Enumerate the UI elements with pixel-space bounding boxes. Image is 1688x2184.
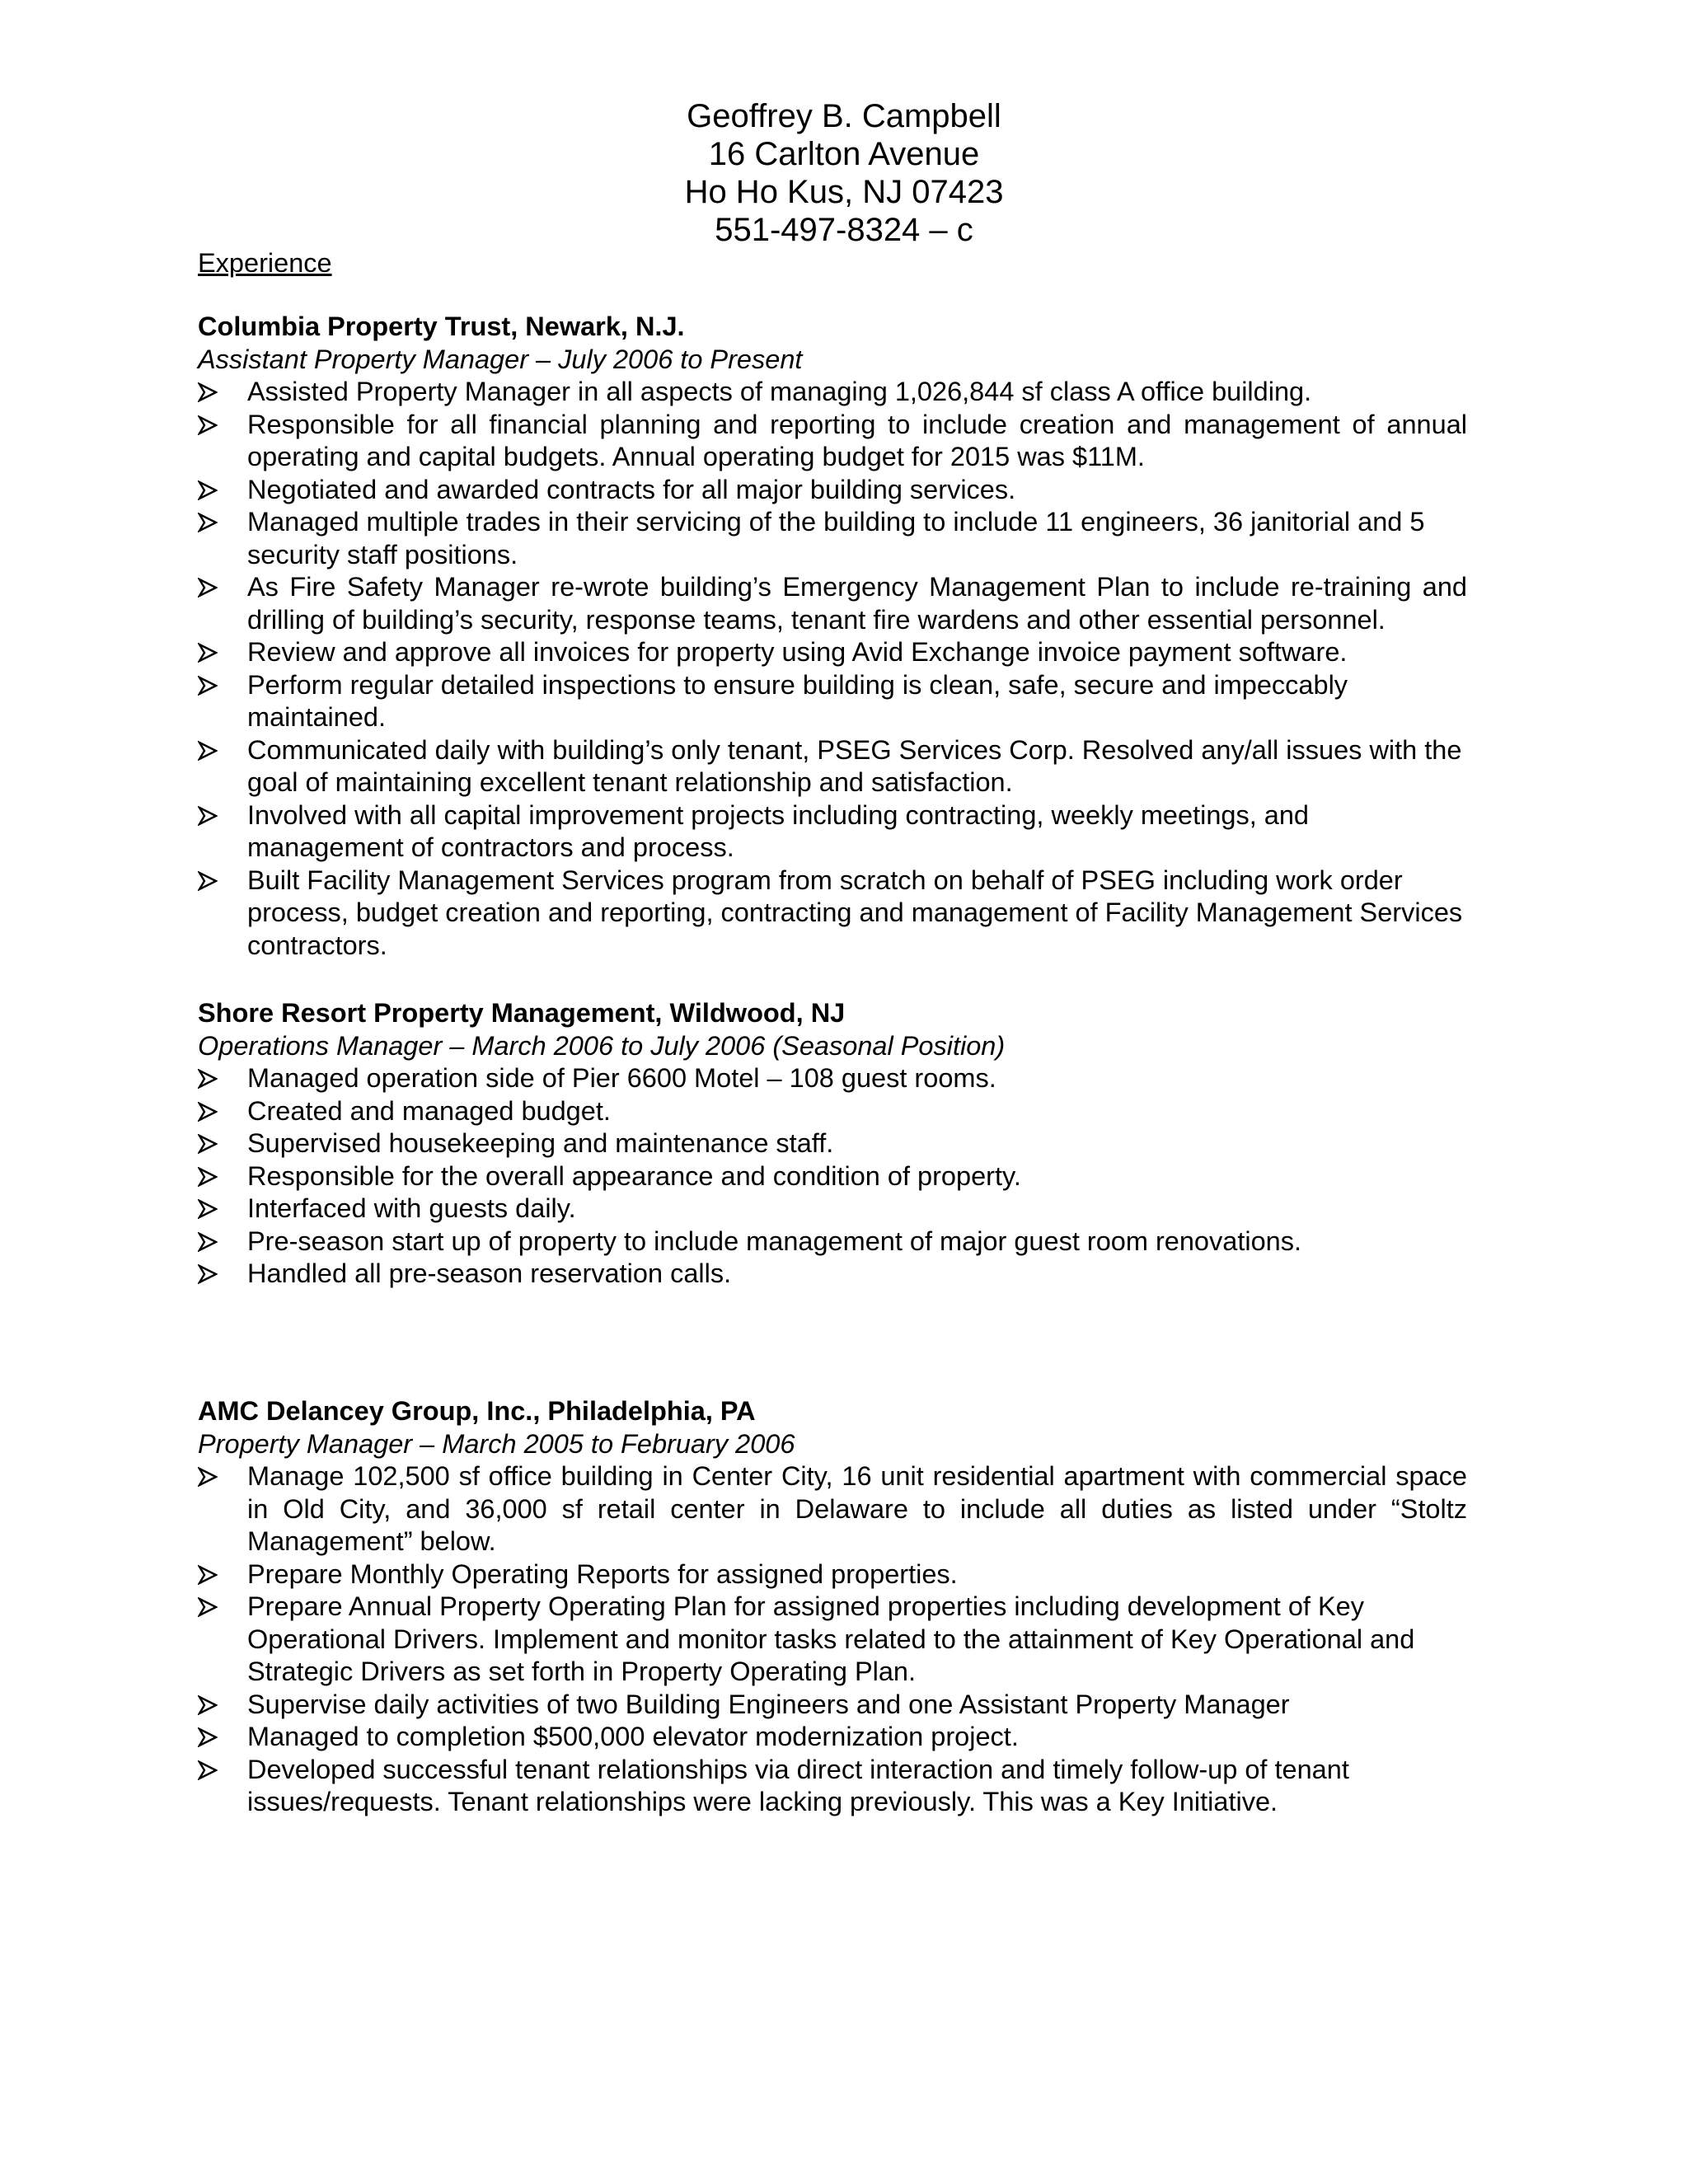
resume-body <box>198 247 1467 1816</box>
arrowhead-bullet-icon <box>198 1597 218 1617</box>
bullet-text: Developed successful tenant relationships via direct interaction and timely follow-up of tenant issues/requests. Tenant relationships were lacking previously. This was a Key Initiative. <box>247 1754 1349 1816</box>
bullet-text: Supervised housekeeping and maintenance staff. <box>247 1128 834 1158</box>
list-item <box>198 409 1467 474</box>
list-item <box>198 571 1467 636</box>
arrowhead-bullet-icon <box>198 676 218 696</box>
list-item <box>198 1127 1467 1160</box>
list-item <box>198 799 1467 865</box>
job-role: Assistant Property Manager – July 2006 to Present <box>198 344 803 374</box>
arrowhead-bullet-icon <box>198 806 218 826</box>
phone-number: 551-497-8324 – c <box>715 212 973 248</box>
list-item <box>198 1160 1467 1193</box>
list-item <box>198 669 1467 734</box>
bullet-text: Perform regular detailed inspections to ensure building is clean, safe, secure and impeccably maintained. <box>247 669 1348 732</box>
bullet-text: Handled all pre-season reservation calls. <box>247 1258 732 1288</box>
bullet-text: Negotiated and awarded contracts for all major building services. <box>247 474 1016 504</box>
job-entry-amc-delancey <box>198 1395 1467 1819</box>
list-item <box>198 1095 1467 1128</box>
bullet-text: Review and approve all invoices for property using Avid Exchange invoice payment software. <box>247 637 1348 667</box>
list-item <box>198 376 1467 409</box>
arrowhead-bullet-icon <box>198 871 218 891</box>
bullet-text: Manage 102,500 sf office building in Center City, 16 unit residential apartment with commercial space in Old City, and 36,000 sf retail center in Delaware to include all duties as listed under “Stoltz Management” below. <box>247 1461 1467 1556</box>
bullet-text: Interfaced with guests daily. <box>247 1193 576 1223</box>
bullet-text: Communicated daily with building’s only tenant, PSEG Services Corp. Resolved any/all issues with the goal of maintaining excellent tenant relationship and satisfaction. <box>247 734 1462 797</box>
bullet-text: Responsible for the overall appearance and condition of property. <box>247 1160 1021 1191</box>
bullet-text: Created and managed budget. <box>247 1095 611 1126</box>
arrowhead-bullet-icon <box>198 513 218 532</box>
address-line-1: 16 Carlton Avenue <box>708 136 980 172</box>
arrowhead-bullet-icon <box>198 1232 218 1252</box>
arrowhead-bullet-icon <box>198 415 218 435</box>
arrowhead-bullet-icon <box>198 578 218 598</box>
job-role: Operations Manager – March 2006 to July 2006 (Seasonal Position) <box>198 1030 1006 1061</box>
list-item <box>198 1460 1467 1558</box>
list-item <box>198 1558 1467 1591</box>
list-item <box>198 506 1467 571</box>
list-item <box>198 636 1467 669</box>
list-item <box>198 1226 1467 1258</box>
bullet-text: Responsible for all financial planning and reporting to include creation and management of annual operating and capital budgets. Annual operating budget for 2015 was $11M. <box>247 409 1467 471</box>
bullet-text: Managed to completion $500,000 elevator modernization project. <box>247 1722 1019 1751</box>
job-company: Shore Resort Property Management, Wildwood, NJ <box>198 998 846 1028</box>
bullet-text: Built Facility Management Services program from scratch on behalf of PSEG including work order process, budget creation and reporting, contracting and management of Facility Management Services contractors. <box>247 865 1463 960</box>
job-role: Property Manager – March 2005 to February 2006 <box>198 1428 795 1459</box>
list-item <box>198 1258 1467 1291</box>
job-bullet-list <box>198 376 1467 962</box>
arrowhead-bullet-icon <box>198 643 218 663</box>
list-item <box>198 1193 1467 1226</box>
job-bullet-list <box>198 1062 1467 1291</box>
job-bullet-list <box>198 1460 1467 1819</box>
arrowhead-bullet-icon <box>198 1695 218 1715</box>
bullet-text: Involved with all capital improvement projects including contracting, weekly meetings, and management of contractors and process. <box>247 799 1310 862</box>
job-entry-columbia <box>198 311 1467 962</box>
arrowhead-bullet-icon <box>198 480 218 500</box>
bullet-text: Pre-season start up of property to include management of major guest room renovations. <box>247 1226 1302 1256</box>
list-item <box>198 474 1467 507</box>
list-item <box>198 1721 1467 1754</box>
list-item <box>198 1062 1467 1095</box>
arrowhead-bullet-icon <box>198 1134 218 1154</box>
job-company: AMC Delancey Group, Inc., Philadelphia, PA <box>198 1396 756 1426</box>
address-line-2: Ho Ho Kus, NJ 07423 <box>684 174 1004 210</box>
arrowhead-bullet-icon <box>198 1264 218 1284</box>
bullet-text: Supervise daily activities of two Building Engineers and one Assistant Property Manager <box>247 1689 1290 1719</box>
arrowhead-bullet-icon <box>198 1069 218 1089</box>
list-item <box>198 1754 1467 1819</box>
arrowhead-bullet-icon <box>198 1727 218 1747</box>
bullet-text: As Fire Safety Manager re-wrote building’s Emergency Management Plan to include re-training and drilling of building’s security, response teams, tenant fire wardens and other essential personnel. <box>247 572 1467 635</box>
job-company: Columbia Property Trust, Newark, N.J. <box>198 312 685 341</box>
bullet-text: Assisted Property Manager in all aspects of managing 1,026,844 sf class A office building. <box>247 377 1312 406</box>
arrowhead-bullet-icon <box>198 382 218 402</box>
experience-heading: Experience <box>198 248 332 278</box>
arrowhead-bullet-icon <box>198 1565 218 1585</box>
bullet-text: Managed operation side of Pier 6600 Motel – 108 guest rooms. <box>247 1063 996 1093</box>
bullet-text: Managed multiple trades in their servicing of the building to include 11 engineers, 36 janitorial and 5 security staff positions. <box>247 507 1425 569</box>
list-item <box>198 1689 1467 1722</box>
bullet-text: Prepare Annual Property Operating Plan for assigned properties including development of Key Operational Drivers. Implement and monitor tasks related to the attainment of Key Operational and Strategic Drivers as set forth in Property Operating Plan. <box>247 1591 1415 1686</box>
job-entry-shore-resort <box>198 997 1467 1291</box>
arrowhead-bullet-icon <box>198 1102 218 1122</box>
applicant-name: Geoffrey B. Campbell <box>687 98 1001 134</box>
arrowhead-bullet-icon <box>198 741 218 761</box>
list-item <box>198 865 1467 963</box>
arrowhead-bullet-icon <box>198 1199 218 1219</box>
bullet-text: Prepare Monthly Operating Reports for assigned properties. <box>247 1558 958 1589</box>
arrowhead-bullet-icon <box>198 1467 218 1487</box>
contact-header <box>0 97 1688 249</box>
arrowhead-bullet-icon <box>198 1167 218 1187</box>
arrowhead-bullet-icon <box>198 1760 218 1780</box>
list-item <box>198 734 1467 799</box>
list-item <box>198 1591 1467 1689</box>
